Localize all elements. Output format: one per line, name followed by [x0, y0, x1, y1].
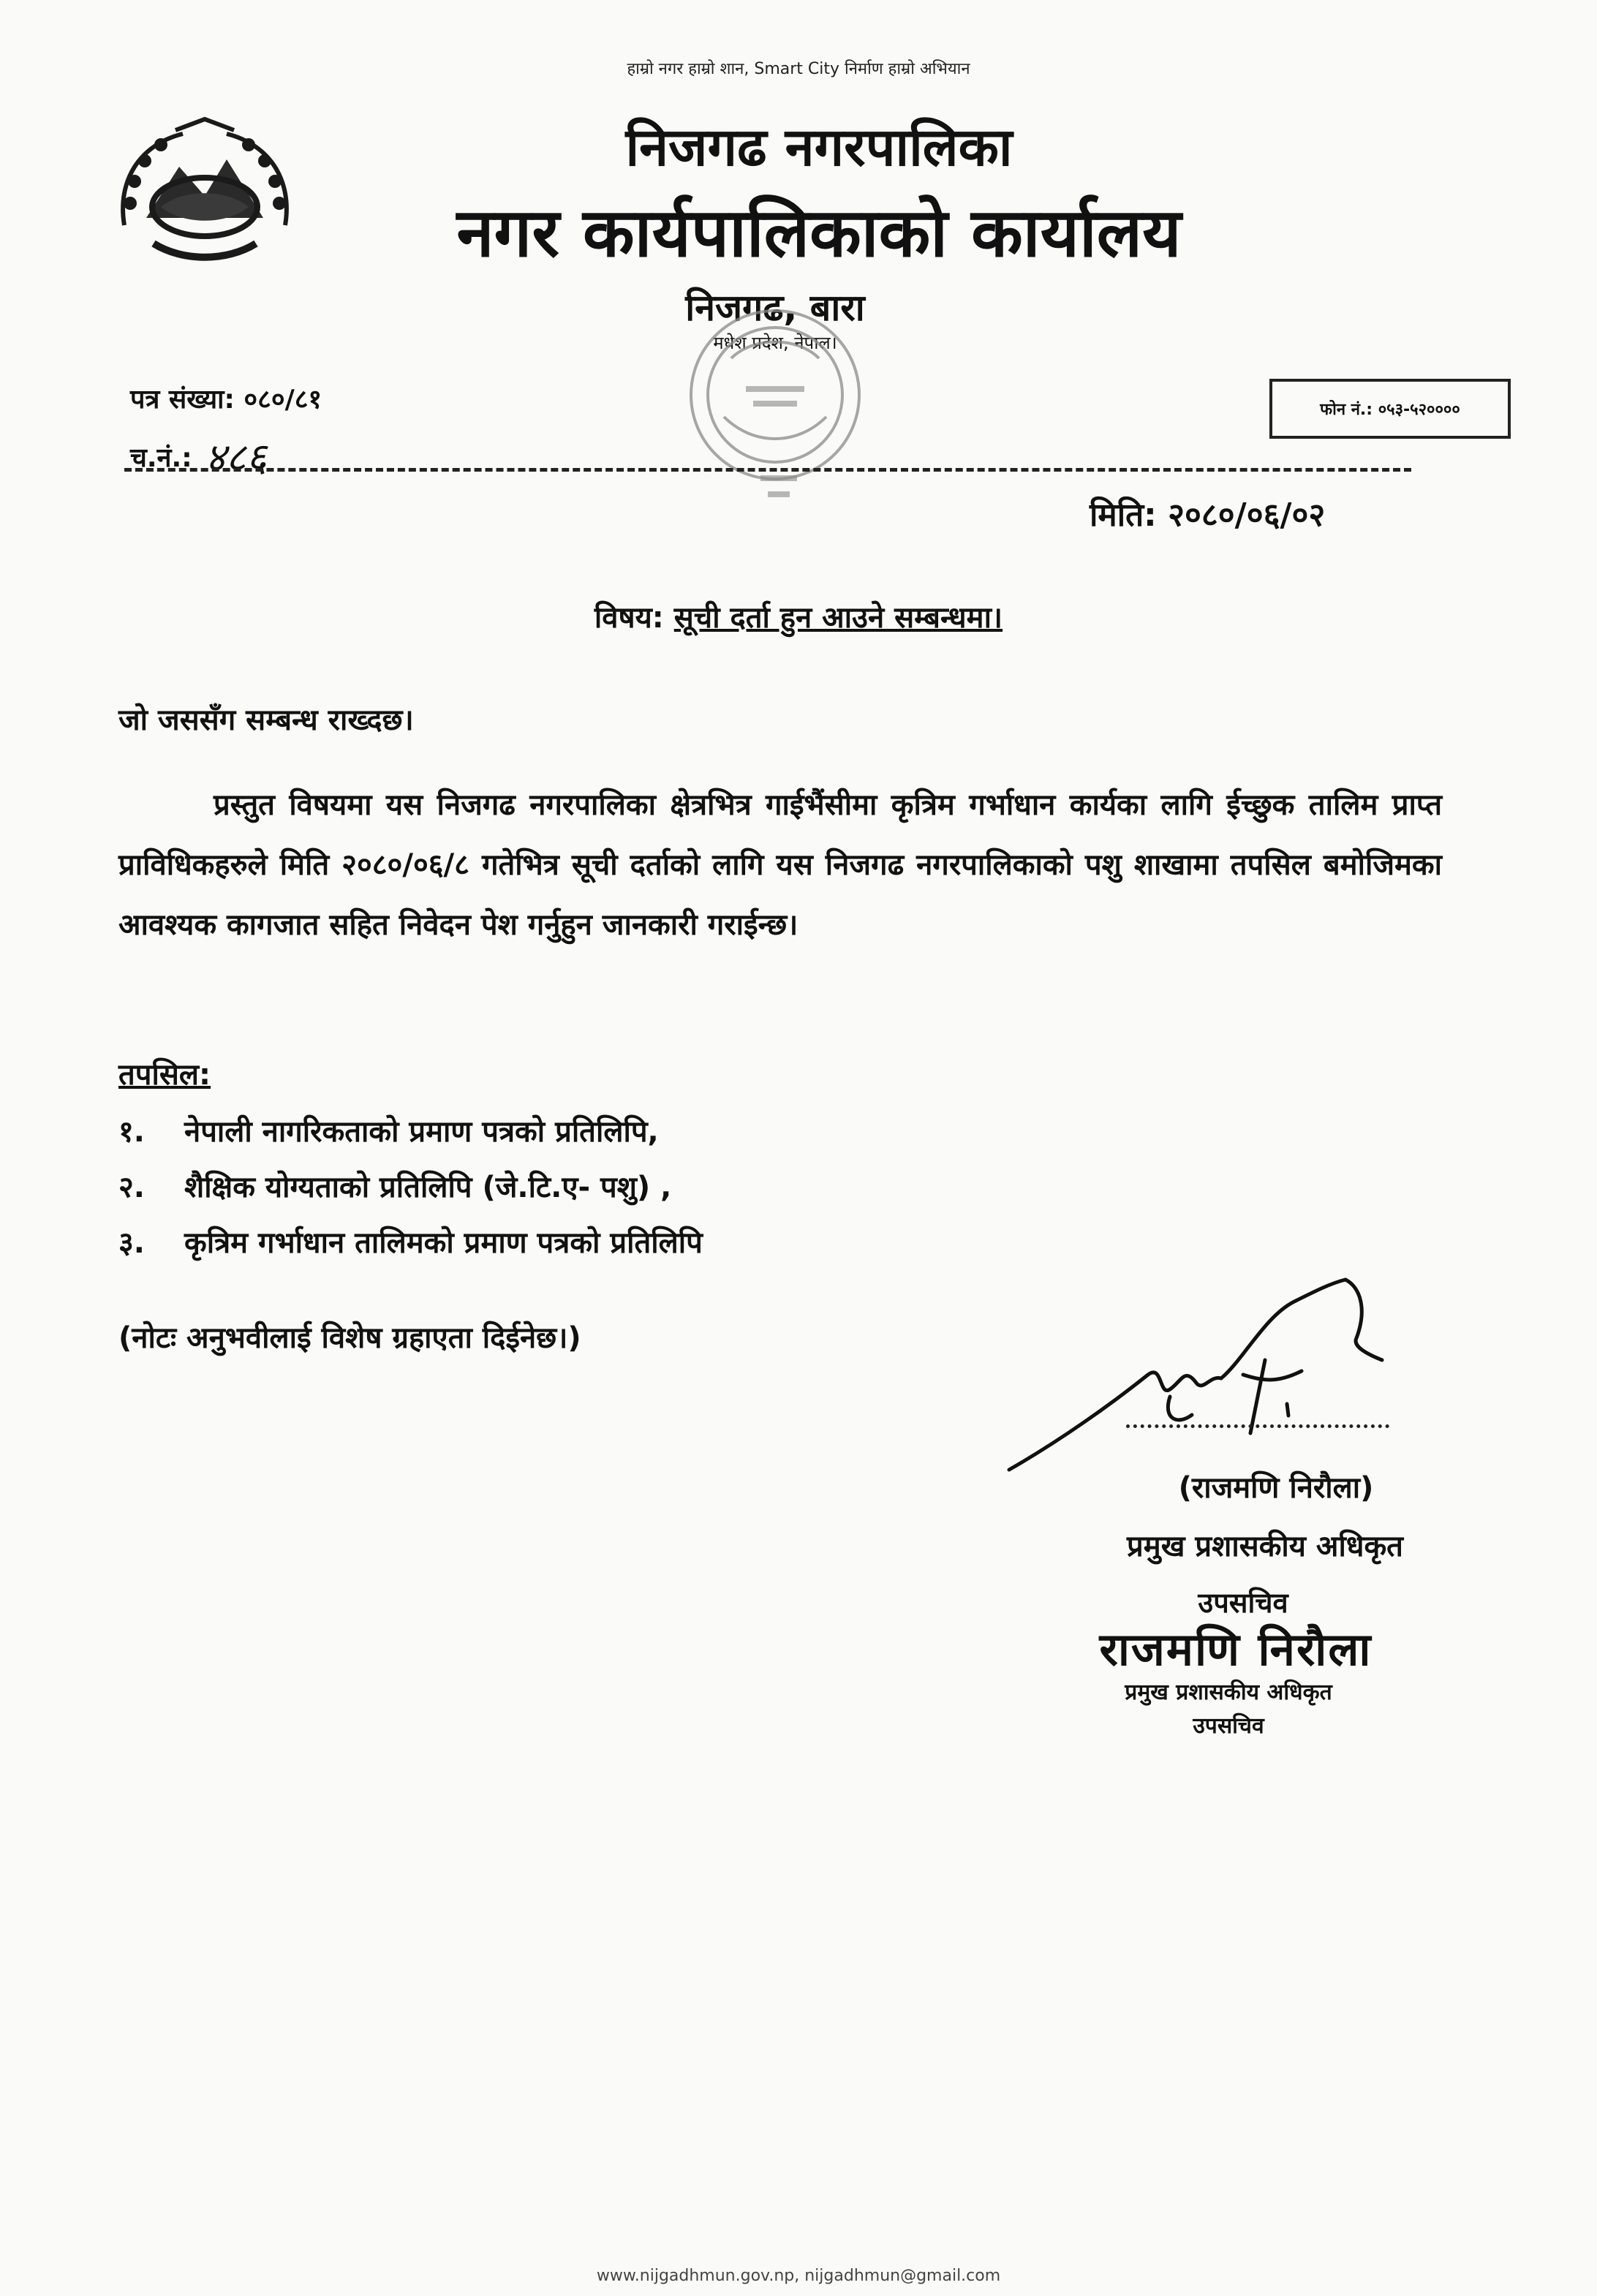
salutation: जो जससँग सम्बन्ध राख्दछ। — [118, 703, 414, 737]
footer-contact: www.nijgadhmun.gov.np, nijgadhmun@gmail.com — [596, 2267, 1001, 2285]
date-value: २०८०/०६/०२ — [1168, 496, 1326, 534]
reference-label: पत्र संख्या: — [130, 385, 235, 415]
office-place: निजगढ, बारा — [685, 287, 865, 329]
list-item — [118, 1104, 703, 1160]
office-round-stamp-icon — [643, 307, 907, 512]
list-item-text: शैक्षिक योग्यताको प्रतिलिपि (जे.टि.ए- पशु) , — [184, 1171, 672, 1204]
details-heading: तपसिल: — [118, 1058, 211, 1092]
list-item-number: २. — [118, 1171, 145, 1204]
signer-rank: उपसचिव — [1198, 1587, 1288, 1619]
office-name: नगर कार्यपालिकाको कार्यालय — [456, 194, 1182, 272]
seal-designation: प्रमुख प्रशासकीय अधिकृत — [1125, 1680, 1332, 1705]
seal-rank: उपसचिव — [1193, 1713, 1264, 1739]
subject-label: विषय: — [594, 601, 664, 635]
dispatch-label: च.नं.: — [130, 443, 192, 473]
header-divider — [124, 468, 1411, 472]
dispatch-value: ४८६ — [205, 434, 267, 480]
reference-value: ०८०/८१ — [243, 385, 322, 415]
signature-line — [1126, 1424, 1389, 1428]
handwritten-signature-icon — [1002, 1272, 1411, 1484]
list-item-text: नेपाली नागरिकताको प्रमाण पत्रको प्रतिलिपि, — [184, 1115, 659, 1149]
list-item — [118, 1215, 703, 1271]
signer-name: (राजमणि निरौला) — [1178, 1471, 1374, 1505]
list-item-text: कृत्रिम गर्भाधान तालिमको प्रमाण पत्रको प्रतिलिपि — [184, 1226, 703, 1260]
seal-name: राजमणि निरौला — [1099, 1623, 1373, 1676]
list-item-number: ३. — [118, 1226, 145, 1260]
letter-date — [1090, 491, 1325, 535]
details-list — [118, 1104, 703, 1271]
letterhead-tagline: हाम्रो नगर हाम्रो शान, Smart City निर्माण हाम्रो अभियान — [627, 60, 970, 78]
signer-designation: प्रमुख प्रशासकीय अधिकृत — [1127, 1530, 1403, 1563]
office-province: मधेश प्रदेश, नेपाल। — [713, 333, 837, 353]
municipality-name: निजगढ नगरपालिका — [625, 116, 1013, 178]
letter-body: प्रस्तुत विषयमा यस निजगढ नगरपालिका क्षेत्रभित्र गाईभैंसीमा कृत्रिम गर्भाधान कार्यका लागि ईच्छुक तालिम प्राप्त प्राविधिकहरुले मिति २०८०/०६/८ गतेभित्र सूची दर्ताको लागि यस निजगढ नगरपालिकाको पशु शाखामा तपसिल बमोजिमका आवश्यक कागजात सहित निवेदन पेश गर्नुहुन जानकारी गराईन्छ। — [118, 788, 1442, 942]
reference-number — [130, 380, 322, 416]
subject-text: सूची दर्ता हुन आउने सम्बन्धमा। — [673, 601, 1003, 635]
letter-subject — [0, 596, 1597, 636]
letter-note: (नोटः अनुभवीलाई विशेष ग्रहाएता दिईनेछ।) — [118, 1321, 581, 1355]
phone-box — [1269, 379, 1511, 439]
phone-text: फोन नं.: ०५३-५२०००० — [1320, 401, 1460, 419]
list-item — [118, 1160, 703, 1215]
list-item-number: १. — [118, 1115, 145, 1149]
municipality-emblem-icon — [110, 116, 300, 269]
date-label: मिति: — [1090, 496, 1157, 534]
